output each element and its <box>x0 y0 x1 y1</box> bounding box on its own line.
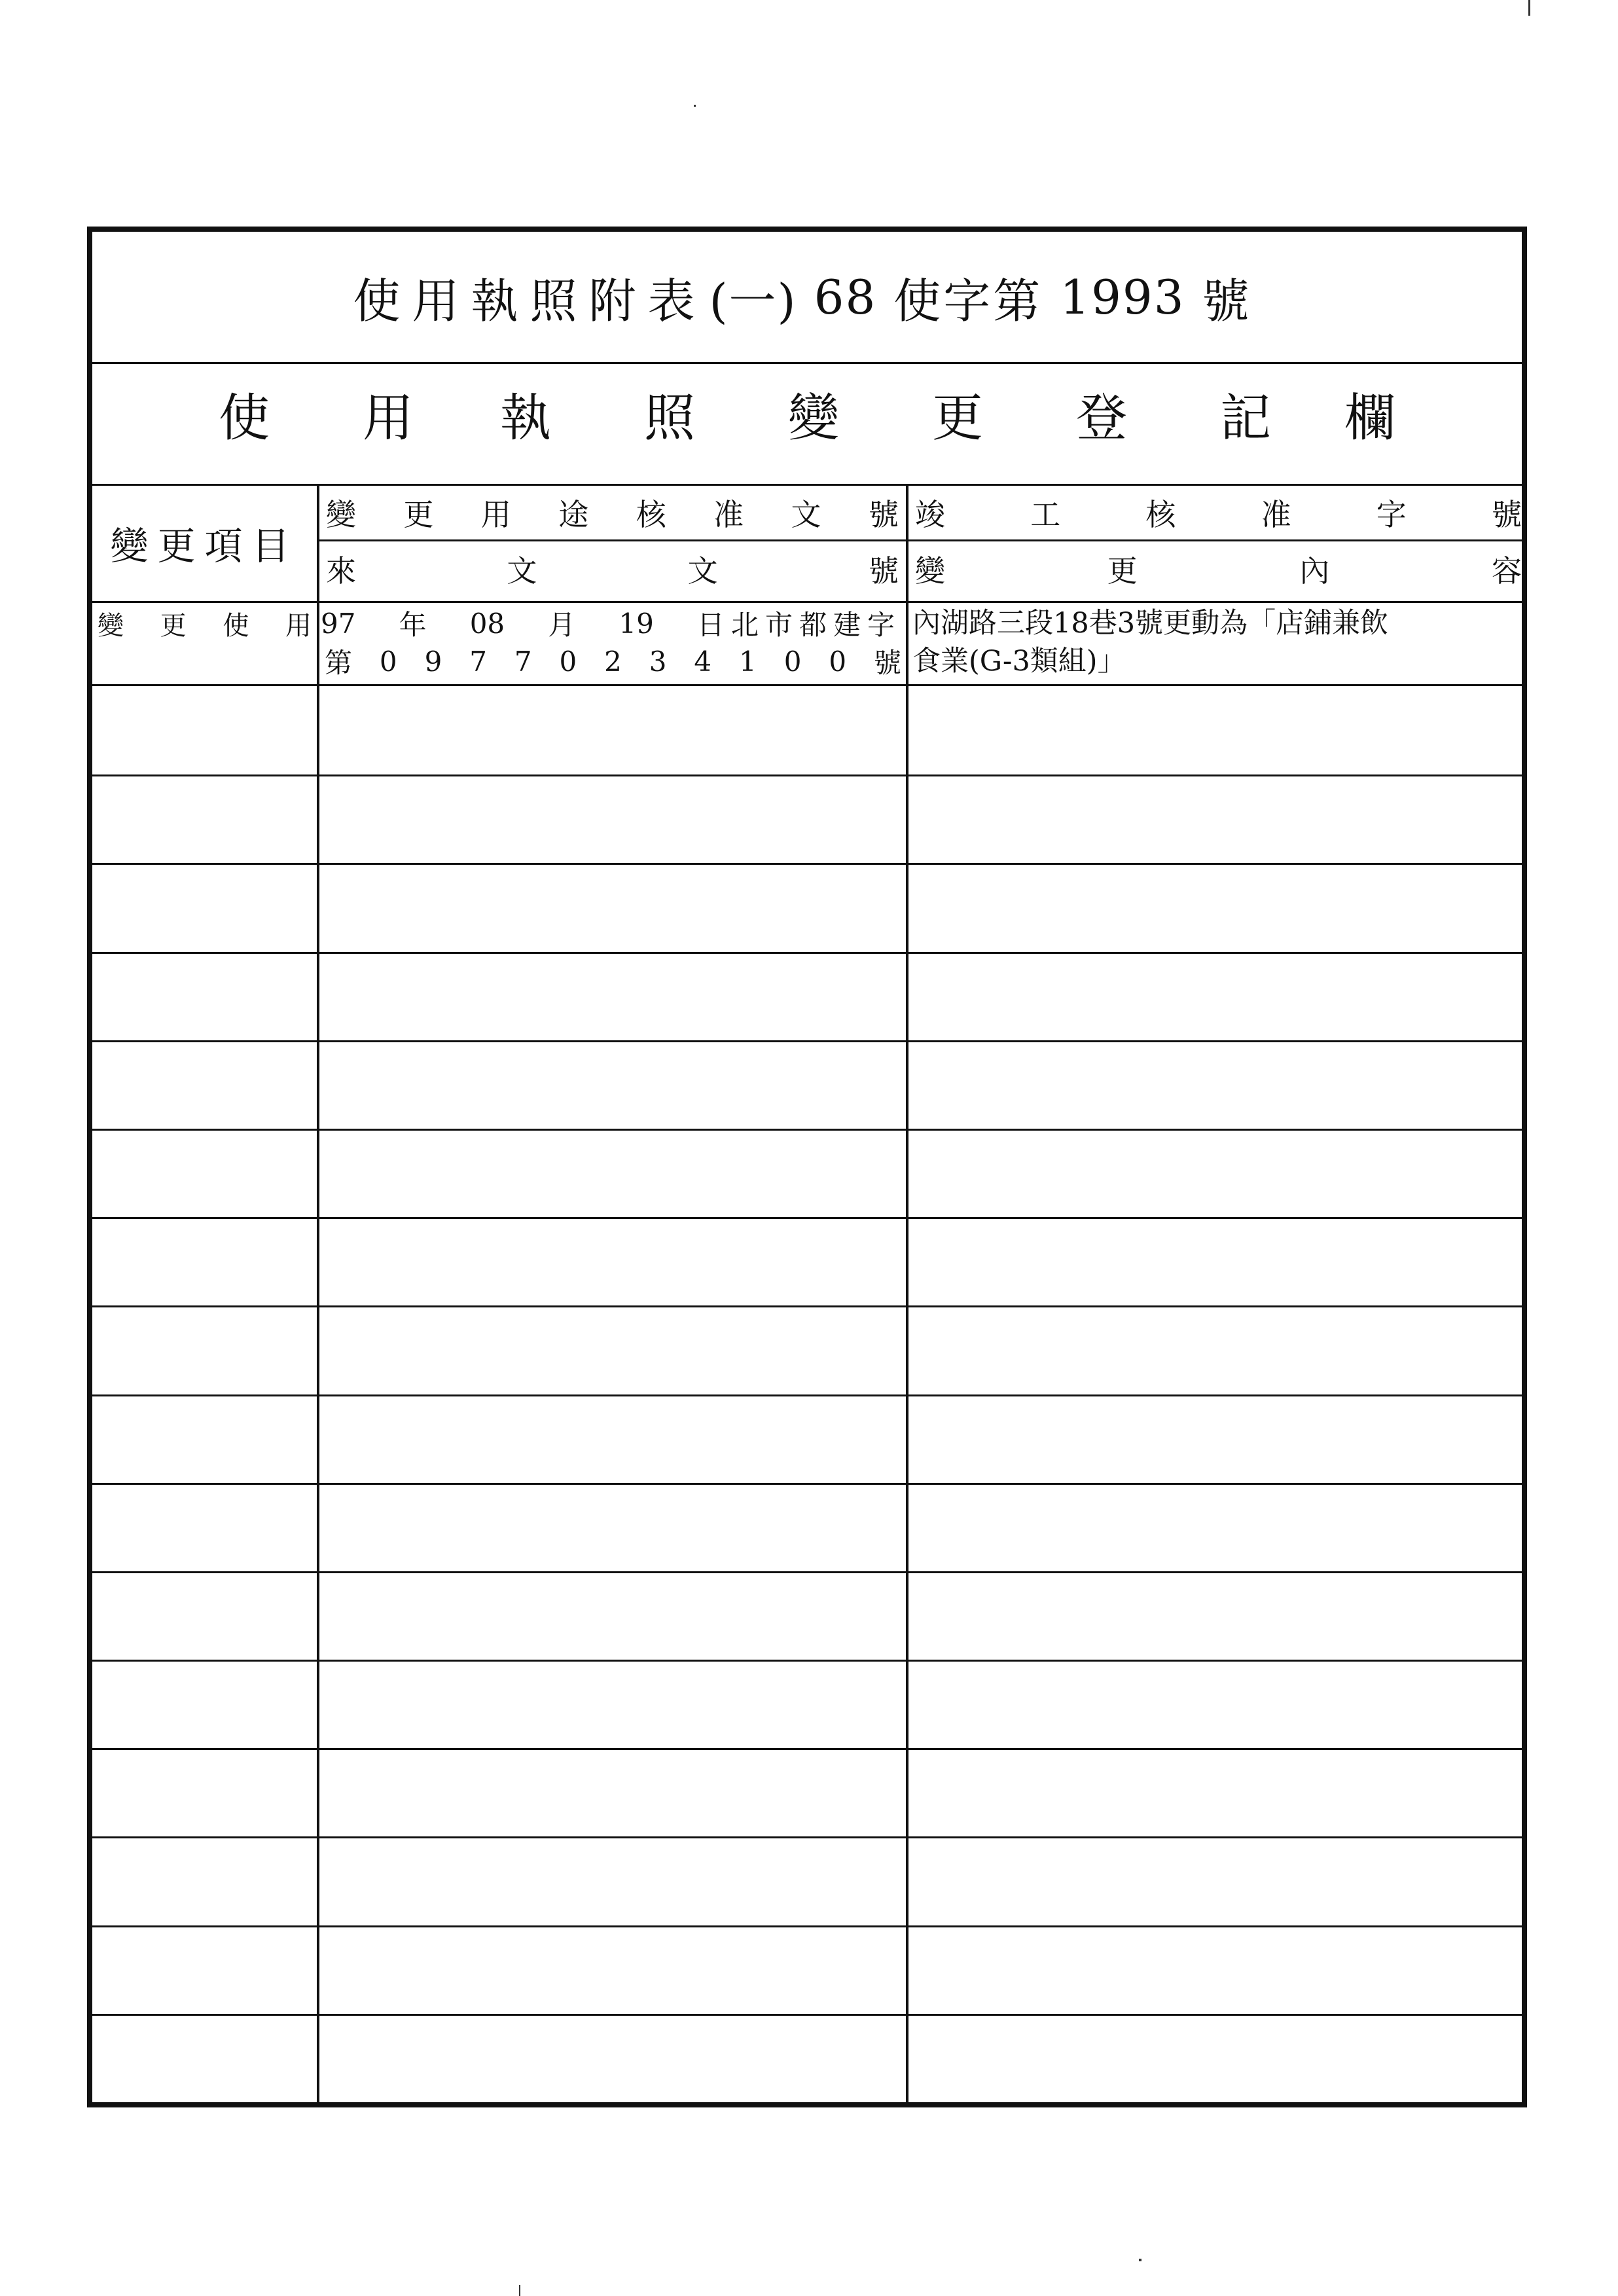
table-row-divider <box>92 1925 1522 1927</box>
entry-item: 變 更 使 用 <box>98 610 312 641</box>
license-form <box>87 227 1527 2107</box>
heading-char: 照 <box>644 389 696 448</box>
table-row-divider <box>92 1217 1522 1219</box>
heading-char: 使 <box>219 389 270 448</box>
header-completion-no: 竣 工 核 准 字 號 <box>915 497 1522 532</box>
heading-char: 變 <box>788 389 840 448</box>
table-row-divider <box>92 1571 1522 1573</box>
table-row-divider <box>92 2014 1522 2016</box>
header-change-item: 變更項目 <box>110 523 299 568</box>
table-row-divider <box>92 1129 1522 1131</box>
table-row-divider <box>92 952 1522 954</box>
table-row-divider <box>92 1660 1522 1662</box>
scan-mark <box>519 2285 520 2296</box>
heading-char: 欄 <box>1344 389 1396 448</box>
table-row-divider <box>92 774 1522 776</box>
table-row-divider <box>92 863 1522 865</box>
scan-mark <box>1528 0 1530 16</box>
scan-speck <box>694 105 696 107</box>
table-row-divider <box>92 1483 1522 1485</box>
entry-content-line2: 食業(G-3類組)」 <box>912 645 1126 678</box>
table-header <box>92 484 1522 603</box>
form-title <box>92 232 1522 364</box>
register-heading <box>92 364 1522 486</box>
table-row <box>92 603 1522 686</box>
title-suffix: 號 <box>1202 273 1261 329</box>
header-approval-doc-no: 變 更 用 途 核 准 文 號 <box>326 497 899 532</box>
heading-char: 用 <box>363 389 414 448</box>
header-divider <box>318 539 1522 541</box>
column-divider <box>906 484 908 2102</box>
column-divider <box>317 484 319 2102</box>
table-row-divider <box>92 1305 1522 1307</box>
header-change-content: 變 更 內 容 <box>915 553 1522 589</box>
title-year-no: 68 <box>814 269 877 325</box>
entry-doc-line1: 97 年 08 月 19 日北市都建字 <box>321 607 901 641</box>
table-row-divider <box>92 1748 1522 1750</box>
title-middle: 使字第 <box>893 273 1043 329</box>
table-row-divider <box>92 1394 1522 1396</box>
table-row-divider <box>92 1040 1522 1042</box>
heading-char: 記 <box>1220 389 1272 448</box>
table-row-divider <box>92 1836 1522 1838</box>
heading-char: 執 <box>500 389 552 448</box>
title-paren: (一) <box>709 273 797 329</box>
entry-doc-line2: 第 0 9 7 7 0 2 3 4 1 0 0 號 <box>325 645 901 679</box>
heading-char: 更 <box>932 389 984 448</box>
title-prefix: 使用執照附表 <box>353 273 707 329</box>
entry-content-line1: 內湖路三段18巷3號更動為「店鋪兼飲 <box>912 607 1389 640</box>
scan-speck <box>1139 2259 1142 2261</box>
heading-char: 登 <box>1076 389 1128 448</box>
license-number: 1993 <box>1060 269 1185 325</box>
header-incoming-doc-no: 來 文 文 號 <box>326 553 899 589</box>
